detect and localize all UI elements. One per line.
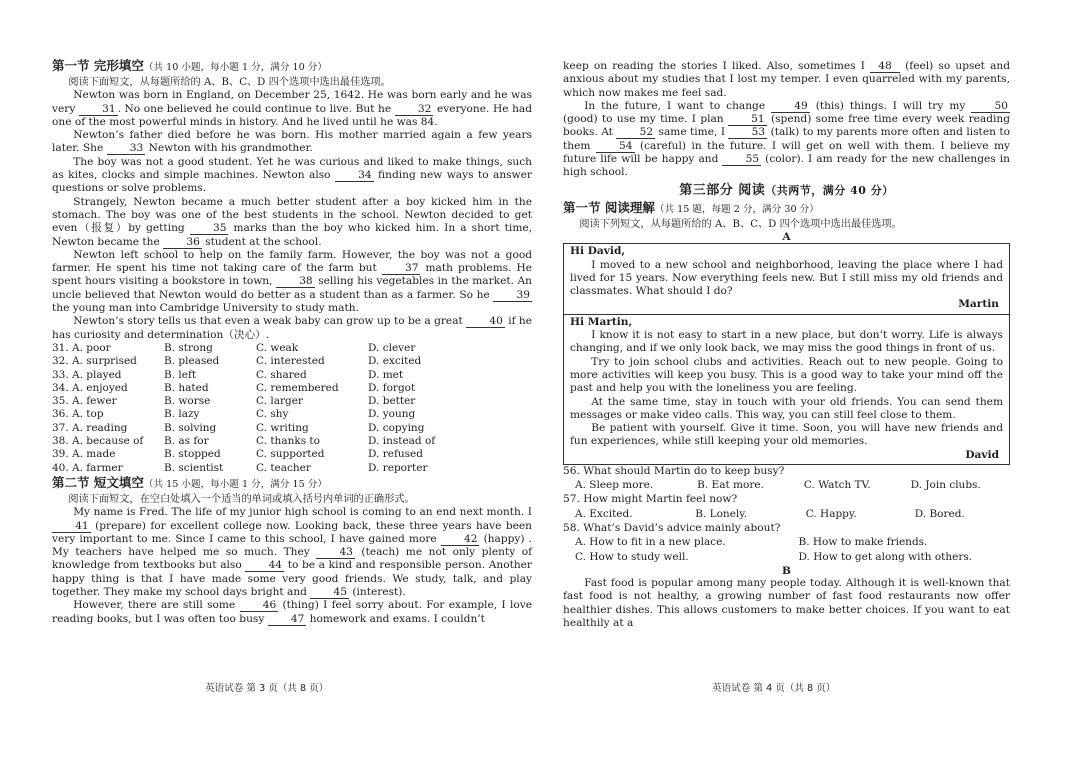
fill-paragraph: My name is Fred. The life of my junior high school is coming to an end next month. I 41 (prepare) for excellent college now. Looking back, these three years have been very important to me. Since I came to this school, I have gained more 42 (happy) . My teachers have helped me so much. They 43 (teach) me not only plenty of knowledge from textbooks but also 44 to be a kind and responsible person. Another happy thing is that I have made some very good friends. We study, talk, and play together. They make my school days bright and 45 (interest).	[52, 506, 533, 598]
reading-instructions: 阅读下列短文，从每题所给的 A、B、C、D 四个选项中选出最佳选项。	[579, 218, 902, 230]
cloze-paragraph: Newton’s father died before he was born. His mother married again a few years later. She 33 Newton with his grandmother.	[52, 129, 532, 155]
part3-heading: 第三部分 阅读（共两节，满分 40 分）	[679, 182, 894, 198]
option[interactable]: B. left	[164, 368, 197, 381]
option[interactable]: C. Watch TV.	[803, 479, 871, 492]
option[interactable]: A. How to fit in a new place.	[575, 535, 726, 548]
blank-31: 31	[79, 104, 118, 116]
option[interactable]: D. forgot	[368, 381, 416, 394]
blank-50[interactable]: 50	[971, 101, 1010, 113]
letter-from-david	[564, 314, 1009, 464]
options-row	[52, 422, 532, 435]
option[interactable]: D. instead of	[368, 435, 436, 448]
option[interactable]: B. pleased	[164, 355, 220, 368]
blank-53[interactable]: 53	[728, 127, 767, 139]
letter-signature: David	[965, 448, 999, 461]
option[interactable]: C. weak	[256, 341, 299, 354]
section2-instructions: 阅读下面短文，在空白处填入一个适当的单词或填入括号内单词的正确形式。	[68, 493, 415, 505]
letter-body: Try to join school clubs and activities. Reach out to new people. Going to more activities will keep you busy. This is a good way to take your mind off the past and help you with the loneliness you are feeling.	[570, 355, 1003, 395]
letter-body: Be patient with yourself. Give it time. Soon, you will have new friends and fun experiences, while still keeping your old memories.	[570, 422, 1003, 448]
blank-38: 38	[276, 276, 315, 288]
page-footer-right: 英语试卷 第 4 页（共 8 页）	[712, 683, 836, 694]
option[interactable]: 38. A. because of	[52, 435, 144, 448]
blank-55[interactable]: 55	[722, 154, 761, 166]
option[interactable]: B. worse	[164, 395, 211, 408]
letter-body: I know it is not easy to start in a new place, but don’t worry. Life is always changing, and if we only look back, we may miss the good things in front of us.	[570, 329, 1003, 355]
page-footer-left: 英语试卷 第 3 页（共 8 页）	[205, 683, 329, 694]
option[interactable]: C. supported	[256, 448, 325, 461]
option[interactable]: 36. A. top	[52, 408, 104, 421]
option[interactable]: C. thanks to	[256, 435, 320, 448]
option[interactable]: 39. A. made	[52, 448, 116, 461]
letter-signature: Martin	[958, 298, 999, 311]
option[interactable]: 34. A. enjoyed	[52, 381, 128, 394]
option[interactable]: D. met	[368, 368, 404, 381]
fill-paragraph: In the future, I want to change 49 (this) things. I will try my 50 (good) to use my time. I plan 51 (spend) some free time every week reading books. At 52 same time, I 53 (talk) to my parents more often and listen to them 54 (careful) in the future. I will get on well with them. I believe my future life will be happy and 55 (color). I am ready for the new challenges in high school.	[563, 99, 1010, 179]
option[interactable]: 35. A. fewer	[52, 395, 117, 408]
option[interactable]: B. solving	[164, 421, 217, 434]
option[interactable]: D. better	[368, 395, 416, 408]
options-row	[52, 382, 532, 395]
letter-salutation: Hi David,	[570, 245, 626, 258]
right-page	[563, 60, 1010, 700]
option[interactable]: D. young	[368, 408, 416, 421]
blank-32: 32	[395, 104, 434, 116]
blank-47[interactable]: 47	[268, 614, 307, 626]
option[interactable]: C. writing	[256, 421, 309, 434]
blank-33: 33	[107, 143, 146, 155]
option[interactable]: D. refused	[368, 448, 423, 461]
option[interactable]: D. excited	[368, 355, 422, 368]
option[interactable]: 37. A. reading	[52, 421, 128, 434]
option[interactable]: A. Excited.	[575, 507, 633, 520]
option[interactable]: C. teacher	[256, 461, 311, 474]
cloze-paragraph: Newton was born in England, on December 25, 1642. He was born early and he was very 31 . No one believed he could continue to live. But he 32 everyone. He had one of the most powerful minds in history. And he lived until he was 84.	[52, 89, 532, 128]
option[interactable]: D. Join clubs.	[910, 479, 981, 492]
option[interactable]: C. remembered	[256, 381, 339, 394]
blank-52[interactable]: 52	[616, 127, 655, 139]
cloze-paragraph: The boy was not a good student. Yet he was curious and liked to make things, such as kites, clocks and simple machines. Newton also 34 finding new ways to answer questions or solve problems.	[52, 155, 532, 195]
section1-instructions: 阅读下面短文，从每题所给的 A、B、C、D 四个选项中选出最佳选项。	[68, 77, 391, 88]
section2-heading: 第二节 短文填空（共 15 小题，每小题 1 分，满分 15 分）	[52, 474, 327, 490]
passage-b-label: B	[782, 564, 791, 577]
blank-36: 36	[163, 237, 202, 249]
option[interactable]: D. Bored.	[914, 507, 965, 520]
blank-49[interactable]: 49	[771, 101, 810, 113]
blank-44[interactable]: 44	[245, 560, 284, 572]
passage-b-text: Fast food is popular among many people today. Although it is well-known that fast food is not healthy, a growing number of fast food restaurants now offer healthier dishes. This allows customers to make better choices. If you want to eat healthily at a	[563, 576, 1010, 629]
blank-54[interactable]: 54	[596, 141, 635, 153]
option[interactable]: D. clever	[368, 341, 416, 354]
reading-section-heading: 第一节 阅读理解（共 15 题，每题 2 分，满分 30 分）	[563, 199, 819, 215]
blank-45[interactable]: 45	[310, 587, 349, 599]
options-row	[52, 355, 532, 368]
option[interactable]: C. Happy.	[805, 507, 857, 520]
question-56-options	[563, 478, 1010, 493]
option[interactable]: D. reporter	[368, 461, 428, 474]
cloze-paragraph: Newton’s story tells us that even a weak baby can grow up to be a great 40 if he has curiosity and determination（决心）.	[52, 315, 533, 341]
blank-35: 35	[190, 223, 229, 235]
option[interactable]: D. copying	[368, 421, 425, 434]
fill-paragraph: However, there are still some 46 (thing) I feel sorry about. For example, I love reading books, but I was often too busy 47 homework and exams. I couldn’t	[52, 599, 532, 625]
question-56: 56. What should Martin do to keep busy?	[563, 465, 785, 478]
blank-46[interactable]: 46	[240, 600, 279, 612]
option[interactable]: B. as for	[164, 435, 209, 448]
blank-34: 34	[335, 170, 374, 182]
option[interactable]: B. strong	[164, 341, 213, 354]
cloze-options-table	[52, 342, 532, 475]
option[interactable]: D. How to get along with others.	[798, 550, 973, 563]
option[interactable]: C. interested	[256, 355, 325, 368]
option[interactable]: B. lazy	[164, 408, 200, 421]
option[interactable]: B. hated	[164, 381, 209, 394]
cloze-paragraph: Strangely, Newton became a much better student after a boy kicked him in the stomach. The boy was one of the best students in the school. Newton decided to get even（报复）by getting 35 marks than the boy who kicked him. In a short time, Newton became the 36 student at the school.	[52, 195, 533, 248]
option[interactable]: 31. A. poor	[52, 341, 111, 354]
option[interactable]: B. scientist	[164, 461, 224, 474]
options-row	[52, 435, 532, 448]
blank-37: 37	[382, 263, 421, 275]
option[interactable]: C. shared	[256, 368, 307, 381]
options-row	[52, 369, 532, 382]
option[interactable]: 40. A. farmer	[52, 461, 123, 474]
letter-body: At the same time, stay in touch with your old friends. You can send them messages or make video calls. This way, you can still feel close to them.	[570, 395, 1003, 421]
letter-salutation: Hi Martin,	[570, 315, 633, 328]
option[interactable]: 33. A. played	[52, 368, 122, 381]
blank-48[interactable]: 48	[870, 61, 900, 73]
options-row	[52, 462, 532, 475]
option[interactable]: B. How to make friends.	[798, 535, 928, 548]
options-row	[52, 395, 532, 408]
letters-box	[563, 243, 1010, 465]
blank-43[interactable]: 43	[316, 547, 355, 559]
option[interactable]: C. larger	[256, 395, 303, 408]
options-row	[52, 448, 532, 461]
blank-39: 39	[493, 290, 532, 302]
section1-heading: 第一节 完形填空（共 10 小题，每小题 1 分，满分 10 分）	[52, 58, 327, 73]
letter-body: I moved to a new school and neighborhood, leaving the place where I had lived for 15 years. Now everything feels new. But I still miss my old friends and classmates. What should I do?	[570, 258, 1003, 298]
question-58: 58. What’s David’s advice mainly about?	[563, 521, 781, 534]
options-row	[52, 408, 532, 421]
blank-41[interactable]: 41	[52, 521, 91, 533]
blank-42[interactable]: 42	[441, 534, 480, 546]
option[interactable]: C. How to study well.	[575, 550, 689, 563]
left-page	[52, 58, 532, 698]
option[interactable]: B. Lonely.	[695, 507, 748, 520]
letter-from-martin	[564, 244, 1009, 313]
question-58-options	[563, 535, 1010, 565]
cloze-paragraph: Newton left school to help on the family farm. However, the boy was not a good farmer. He spent his time not taking care of the farm but 37 math problems. He spent hours visiting a bookstore in town, 38 selling his vegetables in the market. An uncle believed that Newton would do better as a student than as a farmer. So he 39 the young man into Cambridge University to study math.	[52, 248, 532, 315]
question-57: 57. How might Martin feel now?	[563, 493, 738, 506]
option[interactable]: 32. A. surprised	[52, 355, 137, 368]
option[interactable]: B. stopped	[164, 448, 221, 461]
blank-40: 40	[466, 316, 505, 328]
question-57-options	[563, 507, 1010, 522]
option[interactable]: B. Eat more.	[697, 479, 764, 492]
blank-51[interactable]: 51	[728, 114, 767, 126]
fill-paragraph: keep on reading the stories I liked. Also, sometimes I 48 (feel) so upset and anxious about my studies that I lost my temper. I even quarreled with my parents, which now makes me feel sad.	[563, 60, 1010, 99]
options-row	[52, 342, 532, 355]
passage-a-label: A	[782, 231, 791, 244]
option[interactable]: C. shy	[256, 408, 289, 421]
option[interactable]: A. Sleep more.	[575, 479, 654, 492]
